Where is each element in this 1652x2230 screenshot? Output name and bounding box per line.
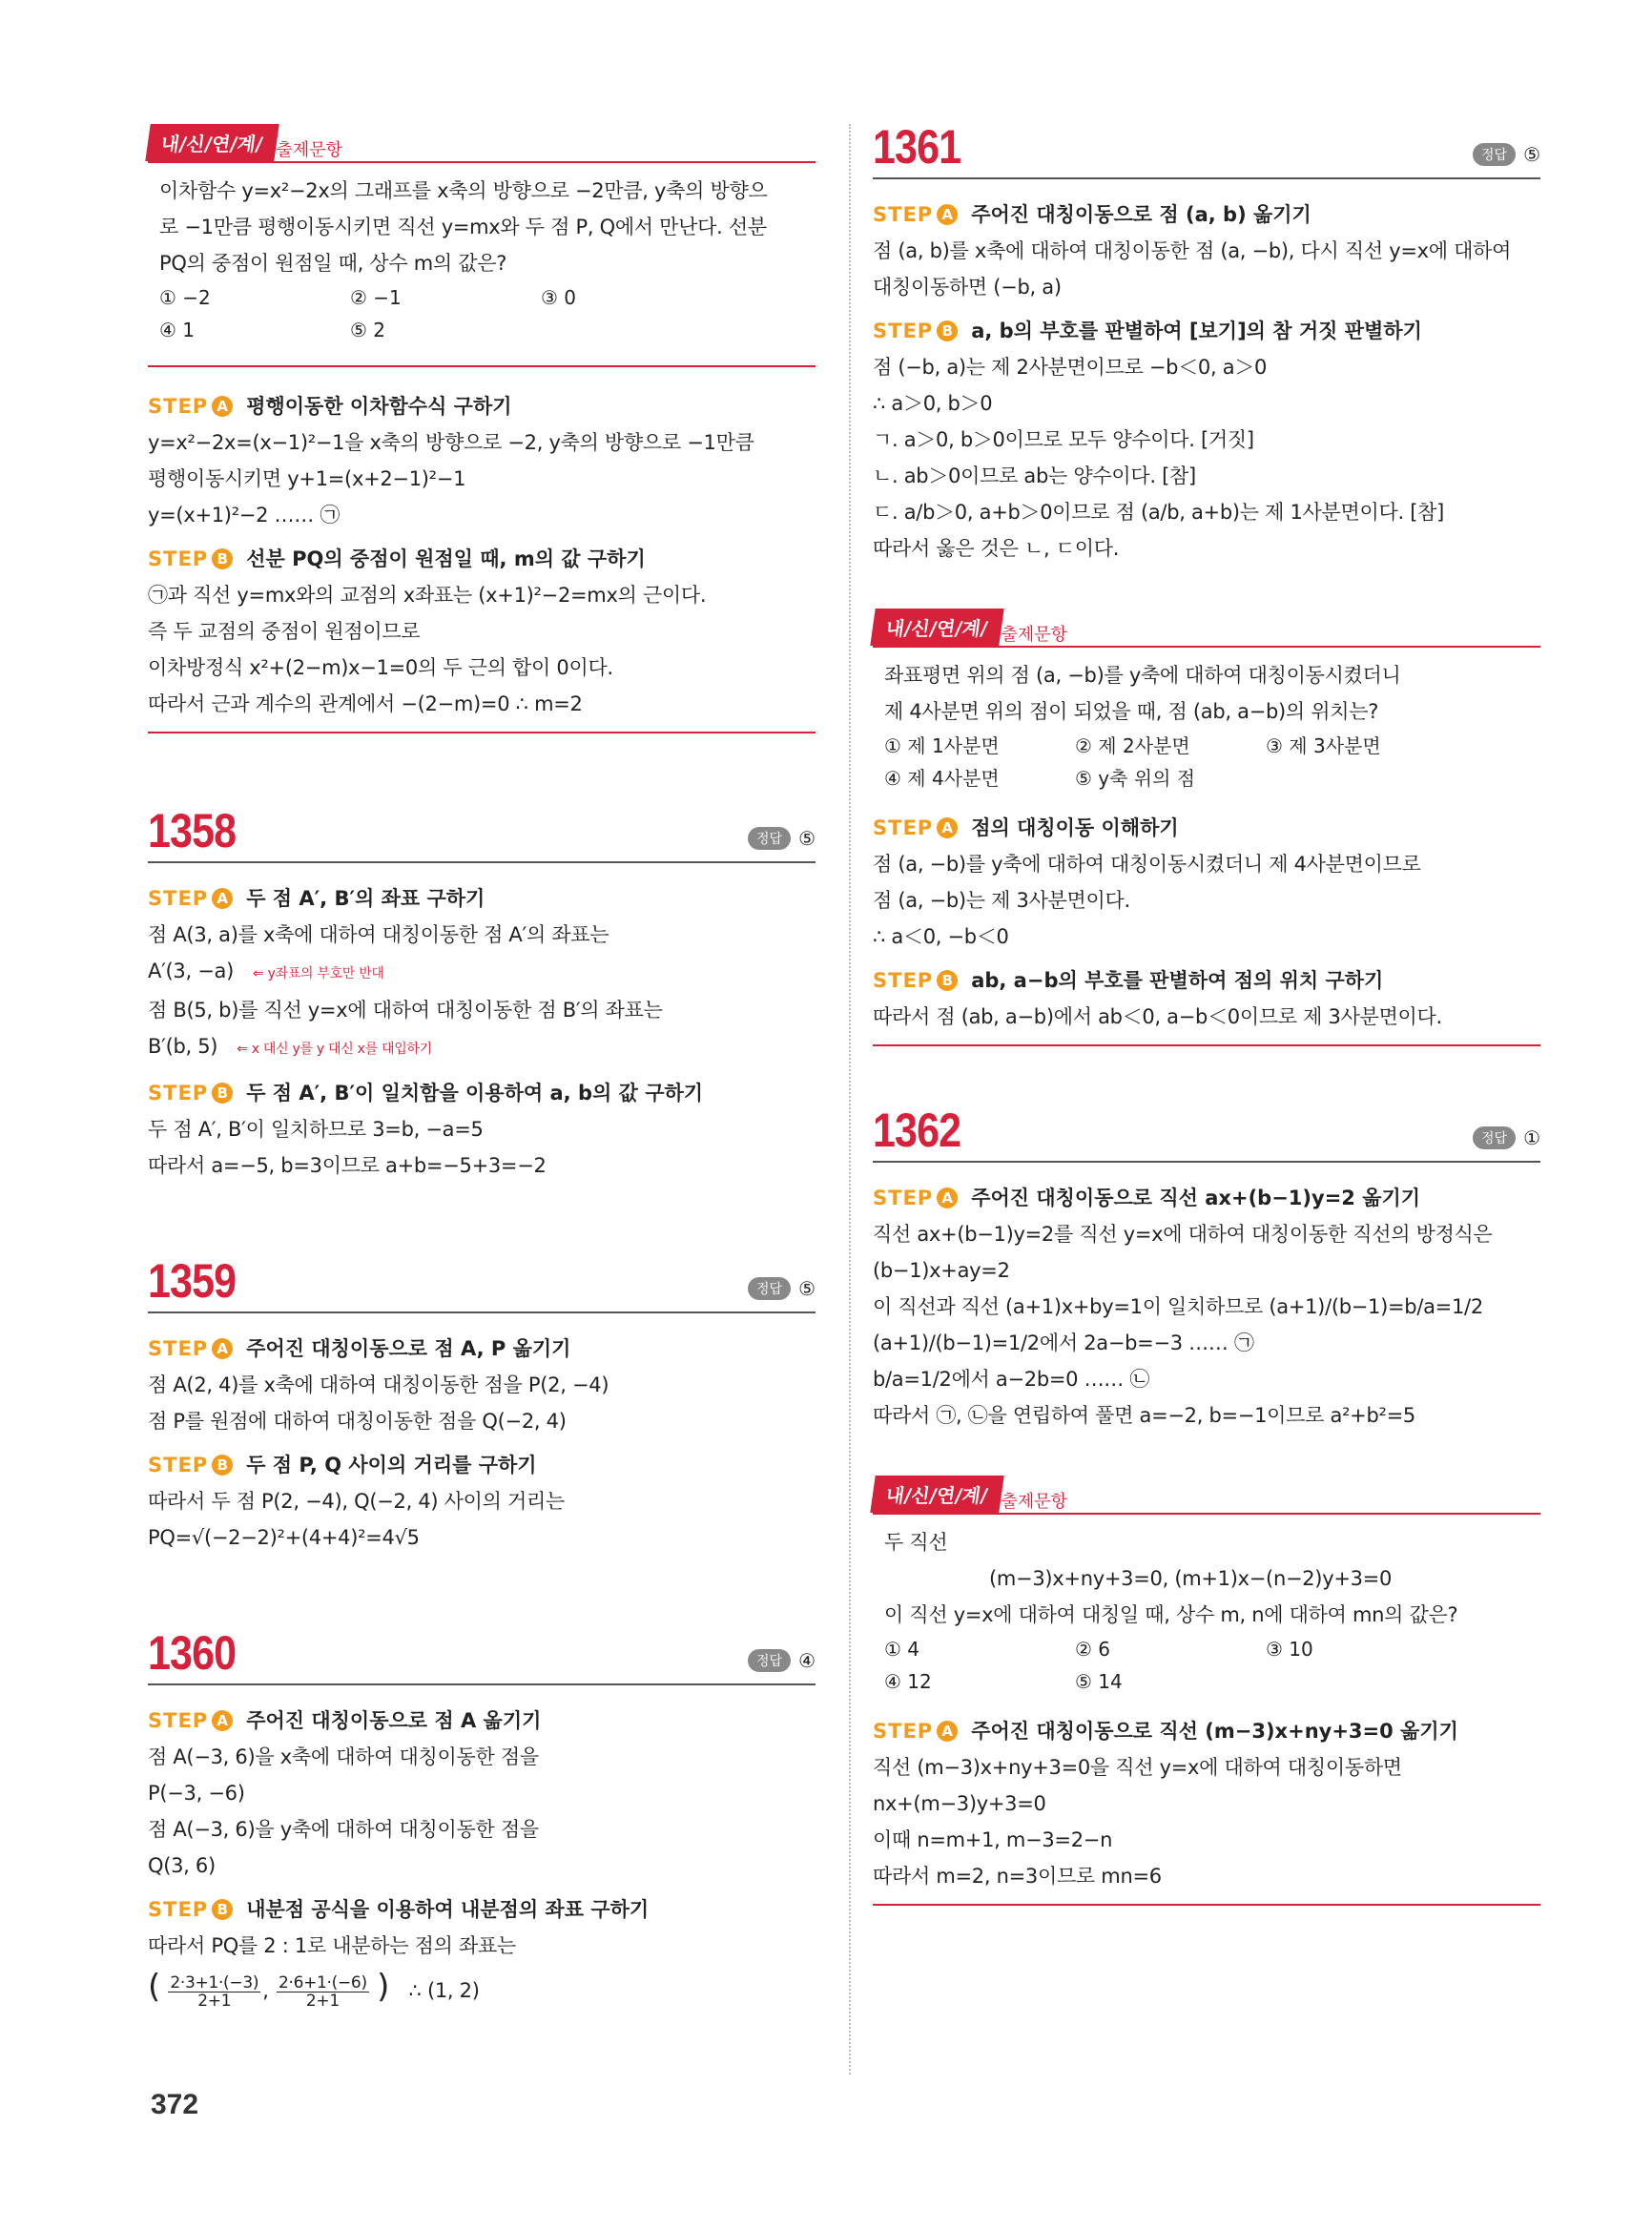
box-label: 출제문항 — [276, 140, 343, 160]
box-label: 출제문항 — [1001, 625, 1068, 645]
step-a-heading — [148, 1331, 816, 1367]
answer-value: ④ — [798, 1649, 816, 1672]
step-tag: STEP — [148, 887, 209, 910]
box-badge: 내/신/연/계/ — [145, 124, 279, 161]
choice: ④ 1 — [159, 319, 196, 341]
box-title — [148, 124, 816, 163]
problem-header — [148, 1256, 816, 1313]
answer — [1473, 143, 1540, 166]
box-title — [873, 1476, 1540, 1515]
step-title: ab, a−b의 부호를 판별하여 점의 위치 구하기 — [971, 969, 1384, 992]
answer-label: 정답 — [1473, 143, 1516, 166]
step-b-heading — [148, 1075, 816, 1111]
solution-text: A′(3, −a) — [148, 960, 234, 982]
step-a-heading — [148, 388, 816, 424]
problem-line: (m−3)x+ny+3=0, (m+1)x−(n−2)y+3=0 — [989, 1567, 1393, 1590]
solution-line: ㄱ. a＞0, b＞0이므로 모두 양수이다. [거짓] — [873, 428, 1254, 451]
step-title: 주어진 대칭이동으로 점 A, P 옮기기 — [246, 1337, 571, 1360]
answer-value: ⑤ — [1523, 143, 1540, 166]
step-tag: STEP — [148, 1898, 209, 1921]
step-title: 주어진 대칭이동으로 직선 (m−3)x+ny+3=0 옮기기 — [971, 1720, 1458, 1743]
solution-line: 점 (−b, a)는 제 2사분면이므로 −b＜0, a＞0 — [873, 356, 1268, 379]
solution-line: 점 A(−3, 6)을 y축에 대하여 대칭이동한 점을 — [148, 1818, 539, 1841]
problem-number: 1361 — [873, 120, 961, 174]
step-title: 두 점 A′, B′의 좌표 구하기 — [246, 887, 485, 910]
choice: ④ 12 — [884, 1670, 932, 1693]
solution-line: 점 (a, b)를 x축에 대하여 대칭이동한 점 (a, −b), 다시 직선 y=x에 대하여 — [873, 239, 1512, 262]
problem-body — [873, 1524, 1540, 1703]
solution-line: nx+(m−3)y+3=0 — [873, 1792, 1046, 1815]
solution-line: 점 (a, −b)는 제 3사분면이다. — [873, 889, 1130, 912]
problem-number: 1360 — [148, 1626, 237, 1680]
solution-line: 따라서 근과 계수의 관계에서 −(2−m)=0 ∴ m=2 — [148, 692, 583, 715]
box-badge: 내/신/연/계/ — [870, 1476, 1003, 1513]
right-column — [873, 122, 1540, 1906]
answer-label: 정답 — [748, 1649, 791, 1672]
side-note: ⇐ x 대신 y를 y 대신 x를 대입하기 — [237, 1042, 432, 1057]
step-b-circle: B — [212, 1455, 233, 1476]
step-a-circle: A — [212, 1338, 233, 1359]
solution-line: 평행이동시키면 y+1=(x+2−1)²−1 — [148, 467, 466, 490]
solution-line: b/a=1/2에서 a−2b=0 …… ㉡ — [873, 1368, 1150, 1391]
solution-line: P(−3, −6) — [148, 1782, 245, 1805]
fraction-result-line: ( $\frac{2\cdot 3+1\cdot(-3)}{2+1}$ , $\frac{2\cdot 6+1\cdot(-6)}{2+1}$ ) ∴ (1, 2) — [148, 1968, 480, 2011]
step-a-circle: A — [212, 1710, 233, 1731]
step-b-heading — [873, 962, 1540, 999]
solution-line: 이때 n=m+1, m−3=2−n — [873, 1828, 1113, 1851]
solution-line: 점 (a, −b)를 y축에 대하여 대칭이동시켰더니 제 4사분면이므로 — [873, 853, 1421, 876]
answer — [1473, 1126, 1540, 1149]
solution-line: 따라서 PQ를 2 : 1로 내분하는 점의 좌표는 — [148, 1934, 516, 1957]
step-tag: STEP — [148, 1337, 209, 1360]
choice: ① 제 1사분면 — [884, 734, 1000, 757]
column-divider — [849, 124, 851, 2075]
step-title: 내분점 공식을 이용하여 내분점의 좌표 구하기 — [246, 1898, 650, 1921]
solution-line: 즉 두 교점의 중점이 원점이므로 — [148, 620, 421, 643]
answer-value: ⑤ — [798, 1277, 816, 1300]
box-label: 출제문항 — [1001, 1492, 1068, 1512]
solution-line — [148, 1028, 816, 1067]
solution-line: 직선 (m−3)x+ny+3=0을 직선 y=x에 대하여 대칭이동하면 — [873, 1756, 1402, 1779]
choice: ② 제 2사분면 — [1075, 734, 1190, 757]
solution-line: 따라서 ㉠, ㉡을 연립하여 풀면 a=−2, b=−1이므로 a²+b²=5 — [873, 1404, 1415, 1427]
solution-line: 점 A(−3, 6)을 x축에 대하여 대칭이동한 점을 — [148, 1745, 539, 1768]
step-tag: STEP — [148, 395, 209, 418]
step-title: 주어진 대칭이동으로 직선 ax+(b−1)y=2 옮기기 — [971, 1187, 1421, 1209]
solution-line: 이 직선과 직선 (a+1)x+by=1이 일치하므로 (a+1)/(b−1)=b/a=1/2 — [873, 1295, 1483, 1318]
step-a-circle: A — [212, 888, 233, 909]
fraction-x — [168, 1974, 260, 2010]
choice: ⑤ 14 — [1075, 1670, 1123, 1693]
step-tag: STEP — [148, 1709, 209, 1732]
step-b-circle: B — [212, 548, 233, 569]
problem-line: 이차함수 y=x²−2x의 그래프를 x축의 방향으로 −2만큼, y축의 방향으 — [159, 179, 768, 202]
problem-line: 제 4사분면 위의 점이 되었을 때, 점 (ab, a−b)의 위치는? — [884, 700, 1379, 723]
fraction-numerator: 2·3+1·(−3) — [170, 1972, 259, 1993]
choice: ③ 제 3사분면 — [1266, 734, 1381, 757]
step-tag: STEP — [873, 1720, 934, 1743]
solution-line: PQ=√(−2−2)²+(4+4)²=4√5 — [148, 1526, 420, 1549]
step-b-heading — [148, 1891, 816, 1928]
solution-line: 따라서 두 점 P(2, −4), Q(−2, 4) 사이의 거리는 — [148, 1490, 565, 1513]
box-title — [873, 609, 1540, 648]
solution-line: ㄷ. a/b＞0, a+b＞0이므로 점 (a/b, a+b)는 제 1사분면이다. [참] — [873, 501, 1445, 524]
solution-line: 따라서 a=−5, b=3이므로 a+b=−5+3=−2 — [148, 1154, 547, 1177]
step-title: 두 점 A′, B′이 일치함을 이용하여 a, b의 값 구하기 — [246, 1082, 704, 1105]
choice: ⑤ y축 위의 점 — [1075, 767, 1196, 790]
solution-line: 점 P를 원점에 대하여 대칭이동한 점을 Q(−2, 4) — [148, 1410, 567, 1433]
solution-line: 점 B(5, b)를 직선 y=x에 대하여 대칭이동한 점 B′의 좌표는 — [148, 999, 663, 1022]
solution-line: ∴ a＞0, b＞0 — [873, 392, 993, 415]
step-a-circle: A — [212, 396, 233, 417]
left-column — [148, 124, 816, 2013]
solution-line: 대칭이동하면 (−b, a) — [873, 276, 1062, 299]
step-tag: STEP — [873, 203, 934, 226]
solution-line: 직선 ax+(b−1)y=2를 직선 y=x에 대하여 대칭이동한 직선의 방정식은 — [873, 1223, 1493, 1246]
step-tag: STEP — [873, 969, 934, 992]
solution-line: 따라서 옳은 것은 ㄴ, ㄷ이다. — [873, 537, 1120, 560]
choice: ② 6 — [1075, 1638, 1111, 1661]
problem-number: 1358 — [148, 804, 237, 857]
step-b-circle: B — [212, 1899, 233, 1920]
answer-label: 정답 — [748, 1277, 791, 1300]
step-tag: STEP — [148, 547, 209, 570]
step-b-circle: B — [212, 1083, 233, 1104]
problem-1360 — [148, 1628, 816, 2013]
solution-line: ∴ a＜0, −b＜0 — [873, 925, 1009, 948]
solution-line: 점 A(2, 4)를 x축에 대하여 대칭이동한 점을 P(2, −4) — [148, 1373, 609, 1396]
box-badge: 내/신/연/계/ — [870, 609, 1003, 646]
side-note: ⇐ y좌표의 부호만 반대 — [253, 966, 384, 981]
step-b-heading — [148, 1447, 816, 1483]
answer-value: ⑤ — [798, 827, 816, 850]
step-a-circle: A — [937, 1187, 958, 1208]
problem-line: 두 직선 — [884, 1531, 948, 1554]
choice: ② −1 — [350, 286, 402, 309]
step-title: 선분 PQ의 중점이 원점일 때, m의 값 구하기 — [246, 547, 646, 570]
step-title: 주어진 대칭이동으로 점 A 옮기기 — [246, 1709, 542, 1732]
solution-line: 이차방정식 x²+(2−m)x−1=0의 두 근의 합이 0이다. — [148, 656, 613, 679]
solution-line: ㉠과 직선 y=mx와의 교점의 x좌표는 (x+1)²−2=mx의 근이다. — [148, 584, 707, 607]
step-a-circle: A — [937, 817, 958, 838]
choice: ③ 10 — [1266, 1638, 1313, 1661]
answer-value: ① — [1523, 1126, 1540, 1149]
step-tag: STEP — [873, 1187, 934, 1209]
step-b-heading — [873, 313, 1540, 349]
step-title: 점의 대칭이동 이해하기 — [971, 816, 1179, 839]
linked-problem-box-3 — [873, 1476, 1540, 1906]
step-a-circle: A — [937, 1721, 958, 1742]
solution-line: (a+1)/(b−1)=1/2에서 2a−b=−3 …… ㉠ — [873, 1332, 1254, 1354]
problem-line: PQ의 중점이 원점일 때, 상수 m의 값은? — [159, 252, 507, 275]
problem-line: 좌표평면 위의 점 (a, −b)를 y축에 대하여 대칭이동시켰더니 — [884, 664, 1401, 687]
problem-header — [148, 806, 816, 863]
step-a-heading — [873, 810, 1540, 846]
fraction-numerator: 2·6+1·(−6) — [278, 1972, 367, 1993]
linked-problem-box-1 — [148, 124, 816, 733]
solution-text: B′(b, 5) — [148, 1035, 218, 1058]
problem-body — [873, 657, 1540, 800]
choice: ⑤ 2 — [350, 319, 386, 341]
answer — [748, 827, 816, 850]
answer — [748, 1649, 816, 1672]
step-b-heading — [148, 541, 816, 577]
choice: ① 4 — [884, 1638, 920, 1661]
step-title: 주어진 대칭이동으로 점 (a, b) 옮기기 — [971, 203, 1311, 226]
step-b-circle: B — [937, 320, 958, 341]
step-a-circle: A — [937, 204, 958, 225]
page-number: 372 — [151, 2089, 199, 2120]
fraction-y — [277, 1974, 369, 2010]
fraction-denominator: 2+1 — [197, 1991, 232, 2011]
fraction-denominator: 2+1 — [305, 1991, 340, 2011]
problem-number: 1359 — [148, 1254, 237, 1308]
choice: ④ 제 4사분면 — [884, 767, 1000, 790]
answer — [748, 1277, 816, 1300]
solution-line: Q(3, 6) — [148, 1854, 216, 1877]
step-tag: STEP — [873, 320, 934, 342]
linked-problem-box-2 — [873, 609, 1540, 1046]
problem-header — [873, 122, 1540, 179]
step-tag: STEP — [148, 1454, 209, 1476]
solution-line: 따라서 m=2, n=3이므로 mn=6 — [873, 1865, 1162, 1888]
solution-line: 따라서 점 (ab, a−b)에서 ab＜0, a−b＜0이므로 제 3사분면이다. — [873, 1005, 1442, 1028]
problem-1358 — [148, 806, 816, 1184]
step-a-heading — [873, 196, 1540, 233]
step-tag: STEP — [873, 816, 934, 839]
problem-1362 — [873, 1105, 1540, 1434]
problem-1359 — [148, 1256, 816, 1556]
problem-line: 이 직선 y=x에 대하여 대칭일 때, 상수 m, n에 대하여 mn의 값은? — [884, 1603, 1458, 1626]
step-title: 두 점 P, Q 사이의 거리를 구하기 — [246, 1454, 537, 1476]
solution-line: 두 점 A′, B′이 일치하므로 3=b, −a=5 — [148, 1118, 484, 1141]
section-end-rule — [873, 1904, 1540, 1906]
problem-number: 1362 — [873, 1104, 961, 1157]
choices — [884, 1633, 1529, 1698]
answer-label: 정답 — [1473, 1126, 1516, 1149]
problem-header — [873, 1105, 1540, 1163]
step-tag: STEP — [148, 1082, 209, 1105]
step-a-heading — [148, 880, 816, 917]
choice: ③ 0 — [541, 286, 577, 309]
solution-line — [148, 953, 816, 992]
step-b-circle: B — [937, 970, 958, 991]
step-title: 평행이동한 이차함수식 구하기 — [246, 395, 512, 418]
choices — [159, 281, 804, 346]
solution-line: y=x²−2x=(x−1)²−1을 x축의 방향으로 −2, y축의 방향으로 −1만큼 — [148, 431, 754, 454]
answer-label: 정답 — [748, 827, 791, 850]
choice: ① −2 — [159, 286, 211, 309]
result: ∴ (1, 2) — [408, 1979, 480, 2002]
problem-line: 로 −1만큼 평행이동시키면 직선 y=mx와 두 점 P, Q에서 만난다. 선분 — [159, 216, 767, 238]
solution-line: y=(x+1)²−2 …… ㉠ — [148, 504, 341, 527]
problem-header — [148, 1628, 816, 1685]
solution-line: (b−1)x+ay=2 — [873, 1259, 1010, 1282]
solution-line: 점 A(3, a)를 x축에 대하여 대칭이동한 점 A′의 좌표는 — [148, 923, 609, 946]
step-a-heading — [873, 1713, 1540, 1749]
problem-body — [148, 173, 816, 367]
step-a-heading — [148, 1703, 816, 1739]
step-a-heading — [873, 1180, 1540, 1216]
problem-1361 — [873, 122, 1540, 567]
step-title: a, b의 부호를 판별하여 [보기]의 참 거짓 판별하기 — [971, 320, 1422, 342]
solution-line: ㄴ. ab＞0이므로 ab는 양수이다. [참] — [873, 465, 1196, 487]
choices — [884, 730, 1529, 795]
